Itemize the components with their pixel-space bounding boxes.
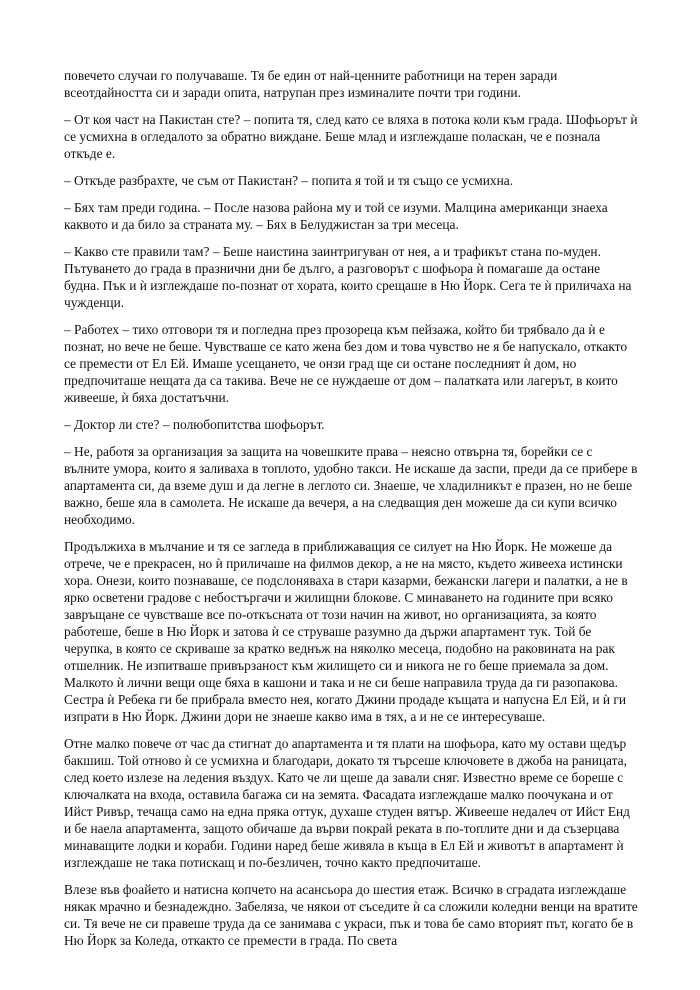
paragraph: – Откъде разбрахте, че съм от Пакистан? – попита я той и тя също се усмихна. — [64, 173, 514, 188]
paragraph: – Работех – тихо отговори тя и погледна през прозореца към пейзажа, който би трябвало да ѝ е познат, но вече не беше. Чувстваше се като жена без дом и това чувство не я бе напускало, откакто се премести от Ел Ей. Имаше усещането, че онзи град ще си остане последният ѝ дом, но предпочиташе нещата да са такива. Вече не се нуждаеше от дом – палатката или лагерът, в които живееше, ѝ бяха достатъчни. — [64, 322, 628, 405]
paragraph: Продължиха в мълчание и тя се загледа в приближаващия се силует на Ню Йорк. Не можеше да отрече, че е прекрасен, но ѝ приличаше на филмов декор, а не на място, където живееха истински хора. Онези, които познаваше, се подслоняваха в стари казарми, бежански лагери и палатки, а не в ярко осветени градове с небостъргачи и жилищни блокове. С минаването на годините при всяко завръщане се чувстваше все по-откъсната от този начин на живот, но организацията, за която работеше, беше в Ню Йорк и затова ѝ се струваше разумно да държи апартамент тук. Той бе черупка, в която се скриваше за кратко веднъж на няколко месеца, подобно на раковината на рак отшелник. Не изпитваше привързаност към жилището си и никога не го беше приемала за дом. Малкото ѝ лични вещи още бяха в кашони и така и не си беше направила труда да ги разопакова. Сестра ѝ Ребека ги бе прибрала вместо нея, когато Джини продаде къщата и напусна Ел Ей, и ѝ ги изпрати в Ню Йорк. Джини дори не знаеше какво има в тях, а и не се интересуваше. — [64, 539, 628, 724]
paragraph: – От коя част на Пакистан сте? – попита тя, след като се вляха в потока коли към града. Шофьорът ѝ се усмихна в огледалото за обратно виждане. Беше млад и изглеждаше поласкан, че е познала откъде е. — [64, 112, 638, 161]
paragraph: – Бях там преди година. – После назова района му и той се изуми. Малцина американци знаеха каквото и да било за страната му. – Бях в Белуджистан за три месеца. — [64, 200, 608, 232]
paragraph: Отне малко повече от час да стигнат до апартамента и тя плати на шофьора, като му остави щедър бакшиш. Той отново ѝ се усмихна и благодари, докато тя търсеше ключовете в джоба на раницата, след което излезе на ледения въздух. Като че ли щеше да завали сняг. Известно време се бореше с ключалката на входа, оставила багажа си на земята. Фасадата изглеждаше малко поочукана и от Ийст Ривър, течаща само на една пряка оттук, духаше студен вятър. Живееше недалеч от Ийст Енд и бе наела апартамента, защото обичаше да върви покрай реката в по-топлите дни и да съзерцава минаващите лодки и кораби. Години наред беше живяла в къща в Ел Ей и животът в апартамент ѝ изглеждаше не така потискащ и по-безличен, точно както предпочиташе. — [64, 736, 630, 870]
paragraph: – Какво сте правили там? – Беше наистина заинтригуван от нея, а и трафикът стана по-муден. Пътуването до града в празнични дни бе дълго, а разговорът с шофьора ѝ помагаше да остане будна. Пък и ѝ изглеждаше по-познат от хората, които срещаше в Ню Йорк. Сега те ѝ приличаха на чужденци. — [64, 244, 632, 310]
paragraph: Влезе във фоайето и натисна копчето на асансьора до шестия етаж. Всичко в сградата изглеждаше някак мрачно и безнадеждно. Забеляза, че някои от съседите ѝ са сложили коледни венци на вратите си. Тя вече не си правеше труда да се занимава с украси, пък и това бе само вторият път, когато бе в Ню Йорк за Коледа, откакто се премести в града. По света — [64, 882, 638, 948]
paragraph: – Доктор ли сте? – полюбопитства шофьорът. — [64, 417, 325, 432]
paragraph: – Не, работя за организация за защита на човешките права – неясно отвърна тя, борейки се с вълните умора, които я заливаха в топлото, удобно такси. Не искаше да заспи, преди да се прибере в апартамента си, да вземе душ и да легне в леглото си. Знаеше, че хладилникът е празен, но не беше важно, беше яла в самолета. Не искаше да вечеря, а на следващия ден можеше да си купи всичко необходимо. — [64, 444, 638, 527]
paragraph: повечето случаи го получаваше. Тя бе един от най-ценните работници на терен заради всеотдайността си и заради опита, натрупан през изминалите почти три години. — [64, 68, 558, 100]
